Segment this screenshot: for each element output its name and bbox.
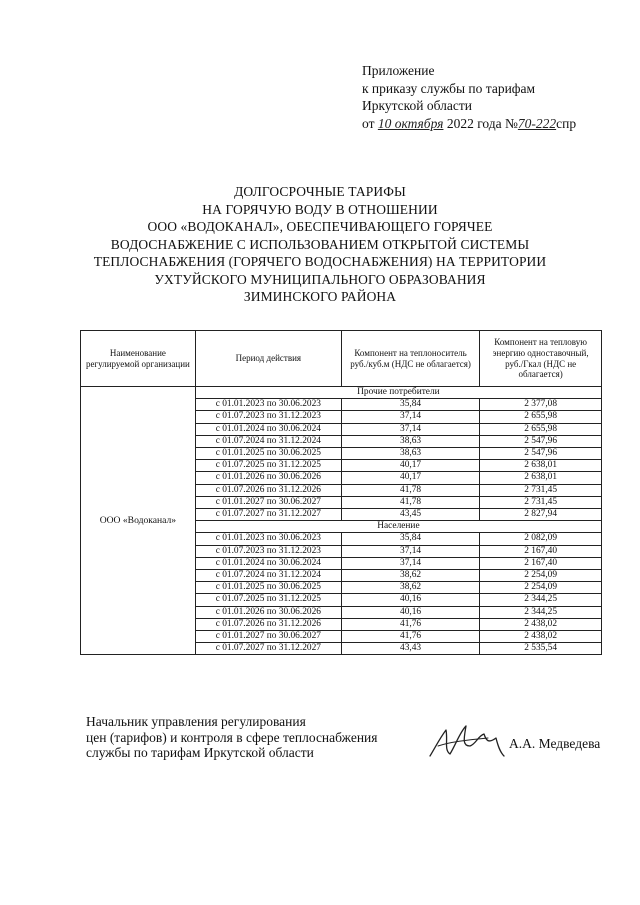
period-cell: с 01.01.2025 по 30.06.2025 (195, 582, 341, 594)
header-carrier-component: Компонент на теплоноситель руб./куб.м (НДС не облагается) (341, 331, 479, 387)
period-cell: с 01.01.2026 по 30.06.2026 (195, 606, 341, 618)
period-cell: с 01.07.2024 по 31.12.2024 (195, 435, 341, 447)
energy-value-cell: 2 167,40 (480, 545, 602, 557)
carrier-value-cell: 41,78 (341, 496, 479, 508)
period-cell: с 01.07.2023 по 31.12.2023 (195, 411, 341, 423)
energy-value-cell: 2 438,02 (480, 631, 602, 643)
energy-value-cell: 2 535,54 (480, 643, 602, 655)
period-cell: с 01.01.2025 по 30.06.2025 (195, 448, 341, 460)
energy-value-cell: 2 655,98 (480, 411, 602, 423)
carrier-value-cell: 37,14 (341, 423, 479, 435)
handwritten-signature (426, 716, 506, 764)
carrier-value-cell: 40,16 (341, 606, 479, 618)
title-line: ЗИМИНСКОГО РАЙОНА (243, 289, 397, 304)
energy-value-cell: 2 827,94 (480, 509, 602, 521)
period-cell: с 01.07.2025 по 31.12.2025 (195, 594, 341, 606)
carrier-value-cell: 35,84 (341, 533, 479, 545)
energy-value-cell: 2 438,02 (480, 618, 602, 630)
energy-value-cell: 2 377,08 (480, 399, 602, 411)
carrier-value-cell: 40,17 (341, 472, 479, 484)
signatory-position-line: Начальник управления регулирования (86, 714, 306, 729)
carrier-value-cell: 41,78 (341, 484, 479, 496)
period-cell: с 01.01.2023 по 30.06.2023 (195, 399, 341, 411)
period-cell: с 01.07.2023 по 31.12.2023 (195, 545, 341, 557)
period-cell: с 01.07.2026 по 31.12.2026 (195, 484, 341, 496)
period-cell: с 01.01.2026 по 30.06.2026 (195, 472, 341, 484)
period-cell: с 01.01.2027 по 30.06.2027 (195, 631, 341, 643)
carrier-value-cell: 37,14 (341, 545, 479, 557)
header-period: Период действия (195, 331, 341, 387)
signatory-position-line: цен (тарифов) и контроля в сфере теплоснабжения (86, 729, 378, 745)
consumer-group-label: Прочие потребители (195, 387, 601, 399)
energy-value-cell: 2 655,98 (480, 423, 602, 435)
energy-value-cell: 2 344,25 (480, 606, 602, 618)
organization-cell: ООО «Водоканал» (81, 387, 196, 655)
energy-value-cell: 2 547,96 (480, 435, 602, 447)
consumer-group-label: Население (195, 521, 601, 533)
energy-value-cell: 2 082,09 (480, 533, 602, 545)
period-cell: с 01.07.2027 по 31.12.2027 (195, 509, 341, 521)
period-cell: с 01.01.2027 по 30.06.2027 (195, 496, 341, 508)
period-cell: с 01.01.2024 по 30.06.2024 (195, 423, 341, 435)
energy-value-cell: 2 167,40 (480, 557, 602, 569)
title-line: ТЕПЛОСНАБЖЕНИЯ (ГОРЯЧЕГО ВОДОСНАБЖЕНИЯ) НА ТЕРРИТОРИИ (93, 254, 547, 269)
appendix-region: Иркутской области (362, 98, 473, 113)
carrier-value-cell: 41,76 (341, 631, 479, 643)
carrier-value-cell: 37,14 (341, 557, 479, 569)
energy-value-cell: 2 254,09 (480, 582, 602, 594)
date-prefix: от (362, 115, 375, 131)
energy-value-cell: 2 638,01 (480, 472, 602, 484)
order-number-suffix: спр (556, 115, 577, 131)
header-energy-component: Компонент на тепловую энергию одноставочный, руб./Гкал (НДС не облагается) (480, 331, 602, 387)
document-title (80, 183, 560, 306)
appendix-header (362, 62, 576, 132)
appendix-label: Приложение (362, 63, 435, 78)
energy-value-cell: 2 547,96 (480, 448, 602, 460)
energy-value-cell: 2 254,09 (480, 570, 602, 582)
carrier-value-cell: 41,76 (341, 618, 479, 630)
signature-block (86, 714, 377, 761)
table-body (81, 387, 602, 655)
handwritten-date: 10 октября (377, 115, 444, 131)
energy-value-cell: 2 344,25 (480, 594, 602, 606)
title-line: ООО «ВОДОКАНАЛ», ОБЕСПЕЧИВАЮЩЕГО ГОРЯЧЕЕ (147, 219, 493, 234)
carrier-value-cell: 38,62 (341, 570, 479, 582)
carrier-value-cell: 38,62 (341, 582, 479, 594)
period-cell: с 01.07.2027 по 31.12.2027 (195, 643, 341, 655)
period-cell: с 01.07.2024 по 31.12.2024 (195, 570, 341, 582)
carrier-value-cell: 43,45 (341, 509, 479, 521)
carrier-value-cell: 35,84 (341, 399, 479, 411)
header-organization: Наименование регулируемой организации (81, 331, 196, 387)
period-cell: с 01.07.2025 по 31.12.2025 (195, 460, 341, 472)
energy-value-cell: 2 731,45 (480, 484, 602, 496)
signatory-name: А.А. Медведева (509, 736, 601, 751)
title-line: ВОДОСНАБЖЕНИЕ С ИСПОЛЬЗОВАНИЕМ ОТКРЫТОЙ СИСТЕМЫ (110, 236, 530, 252)
period-cell: с 01.07.2026 по 31.12.2026 (195, 618, 341, 630)
appendix-order-ref: к приказу службы по тарифам (362, 80, 536, 96)
period-cell: с 01.01.2024 по 30.06.2024 (195, 557, 341, 569)
carrier-value-cell: 40,17 (341, 460, 479, 472)
carrier-value-cell: 43,43 (341, 643, 479, 655)
order-year: 2022 года № (446, 115, 518, 131)
energy-value-cell: 2 731,45 (480, 496, 602, 508)
energy-value-cell: 2 638,01 (480, 460, 602, 472)
carrier-value-cell: 38,63 (341, 448, 479, 460)
appendix-date-line (362, 115, 576, 133)
title-line: УХТУЙСКОГО МУНИЦИПАЛЬНОГО ОБРАЗОВАНИЯ (154, 271, 486, 287)
carrier-value-cell: 40,16 (341, 594, 479, 606)
title-line: ДОЛГОСРОЧНЫЕ ТАРИФЫ (234, 184, 406, 199)
carrier-value-cell: 38,63 (341, 435, 479, 447)
period-cell: с 01.01.2023 по 30.06.2023 (195, 533, 341, 545)
group-row (81, 387, 602, 399)
table-header-row (81, 331, 602, 387)
title-line: НА ГОРЯЧУЮ ВОДУ В ОТНОШЕНИИ (202, 201, 438, 217)
signatory-position-line: службы по тарифам Иркутской области (86, 745, 314, 760)
carrier-value-cell: 37,14 (341, 411, 479, 423)
tariff-table (80, 330, 602, 655)
handwritten-order-number: 70-222 (517, 115, 557, 131)
